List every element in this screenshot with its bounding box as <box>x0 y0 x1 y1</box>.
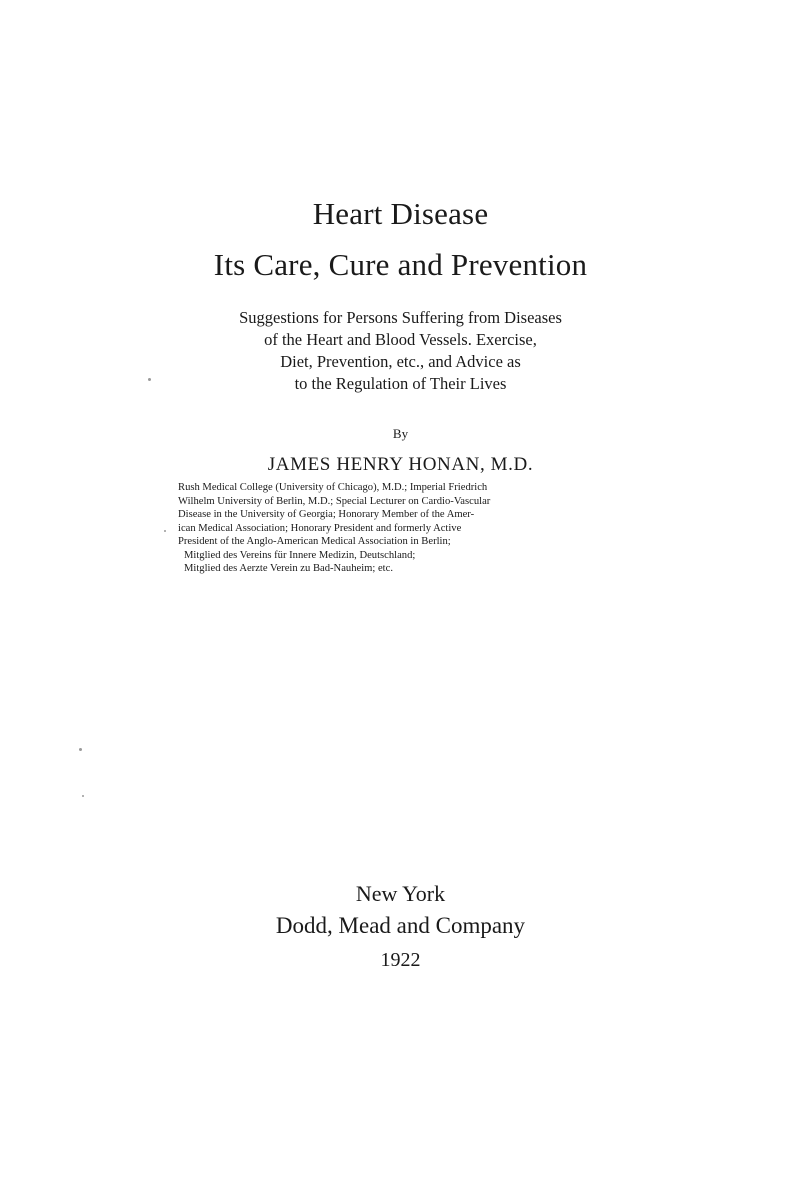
credential-line: President of the Anglo-American Medical Association in Berlin; <box>178 536 451 547</box>
credential-line: Rush Medical College (University of Chicago), M.D.; Imperial Friedrich <box>178 482 488 493</box>
imprint-city: New York <box>355 881 446 906</box>
credential-line: Disease in the University of Georgia; Honorary Member of the Amer- <box>178 509 475 520</box>
imprint-year: 1922 <box>380 949 421 971</box>
imprint-publisher: Dodd, Mead and Company <box>275 913 526 938</box>
subtitle-line: Suggestions for Persons Suffering from Diseases <box>239 308 562 327</box>
paper-speck <box>82 795 84 797</box>
byline: By <box>392 426 409 441</box>
paper-speck <box>79 748 82 751</box>
subtitle-line: Diet, Prevention, etc., and Advice as <box>280 352 521 371</box>
author-credentials <box>178 481 630 576</box>
credential-line: ican Medical Association; Honorary President and formerly Active <box>178 522 462 534</box>
credential-line: Mitglied des Aerzte Verein zu Bad-Nauheim; etc. <box>184 563 393 574</box>
subtitle <box>200 307 601 395</box>
paper-speck <box>148 378 151 381</box>
book-title-line-1: Heart Disease <box>312 196 489 231</box>
author-name: JAMES HENRY HONAN, M.D. <box>267 454 534 475</box>
book-title-line-2: Its Care, Cure and Prevention <box>213 247 588 282</box>
subtitle-line: to the Regulation of Their Lives <box>294 374 507 393</box>
credential-line: Wilhelm University of Berlin, M.D.; Special Lecturer on Cardio-Vascular <box>178 495 491 507</box>
paper-speck <box>164 530 166 532</box>
credential-line: Mitglied des Vereins für Innere Medizin, Deutschland; <box>184 549 416 561</box>
subtitle-line: of the Heart and Blood Vessels. Exercise, <box>264 330 537 349</box>
